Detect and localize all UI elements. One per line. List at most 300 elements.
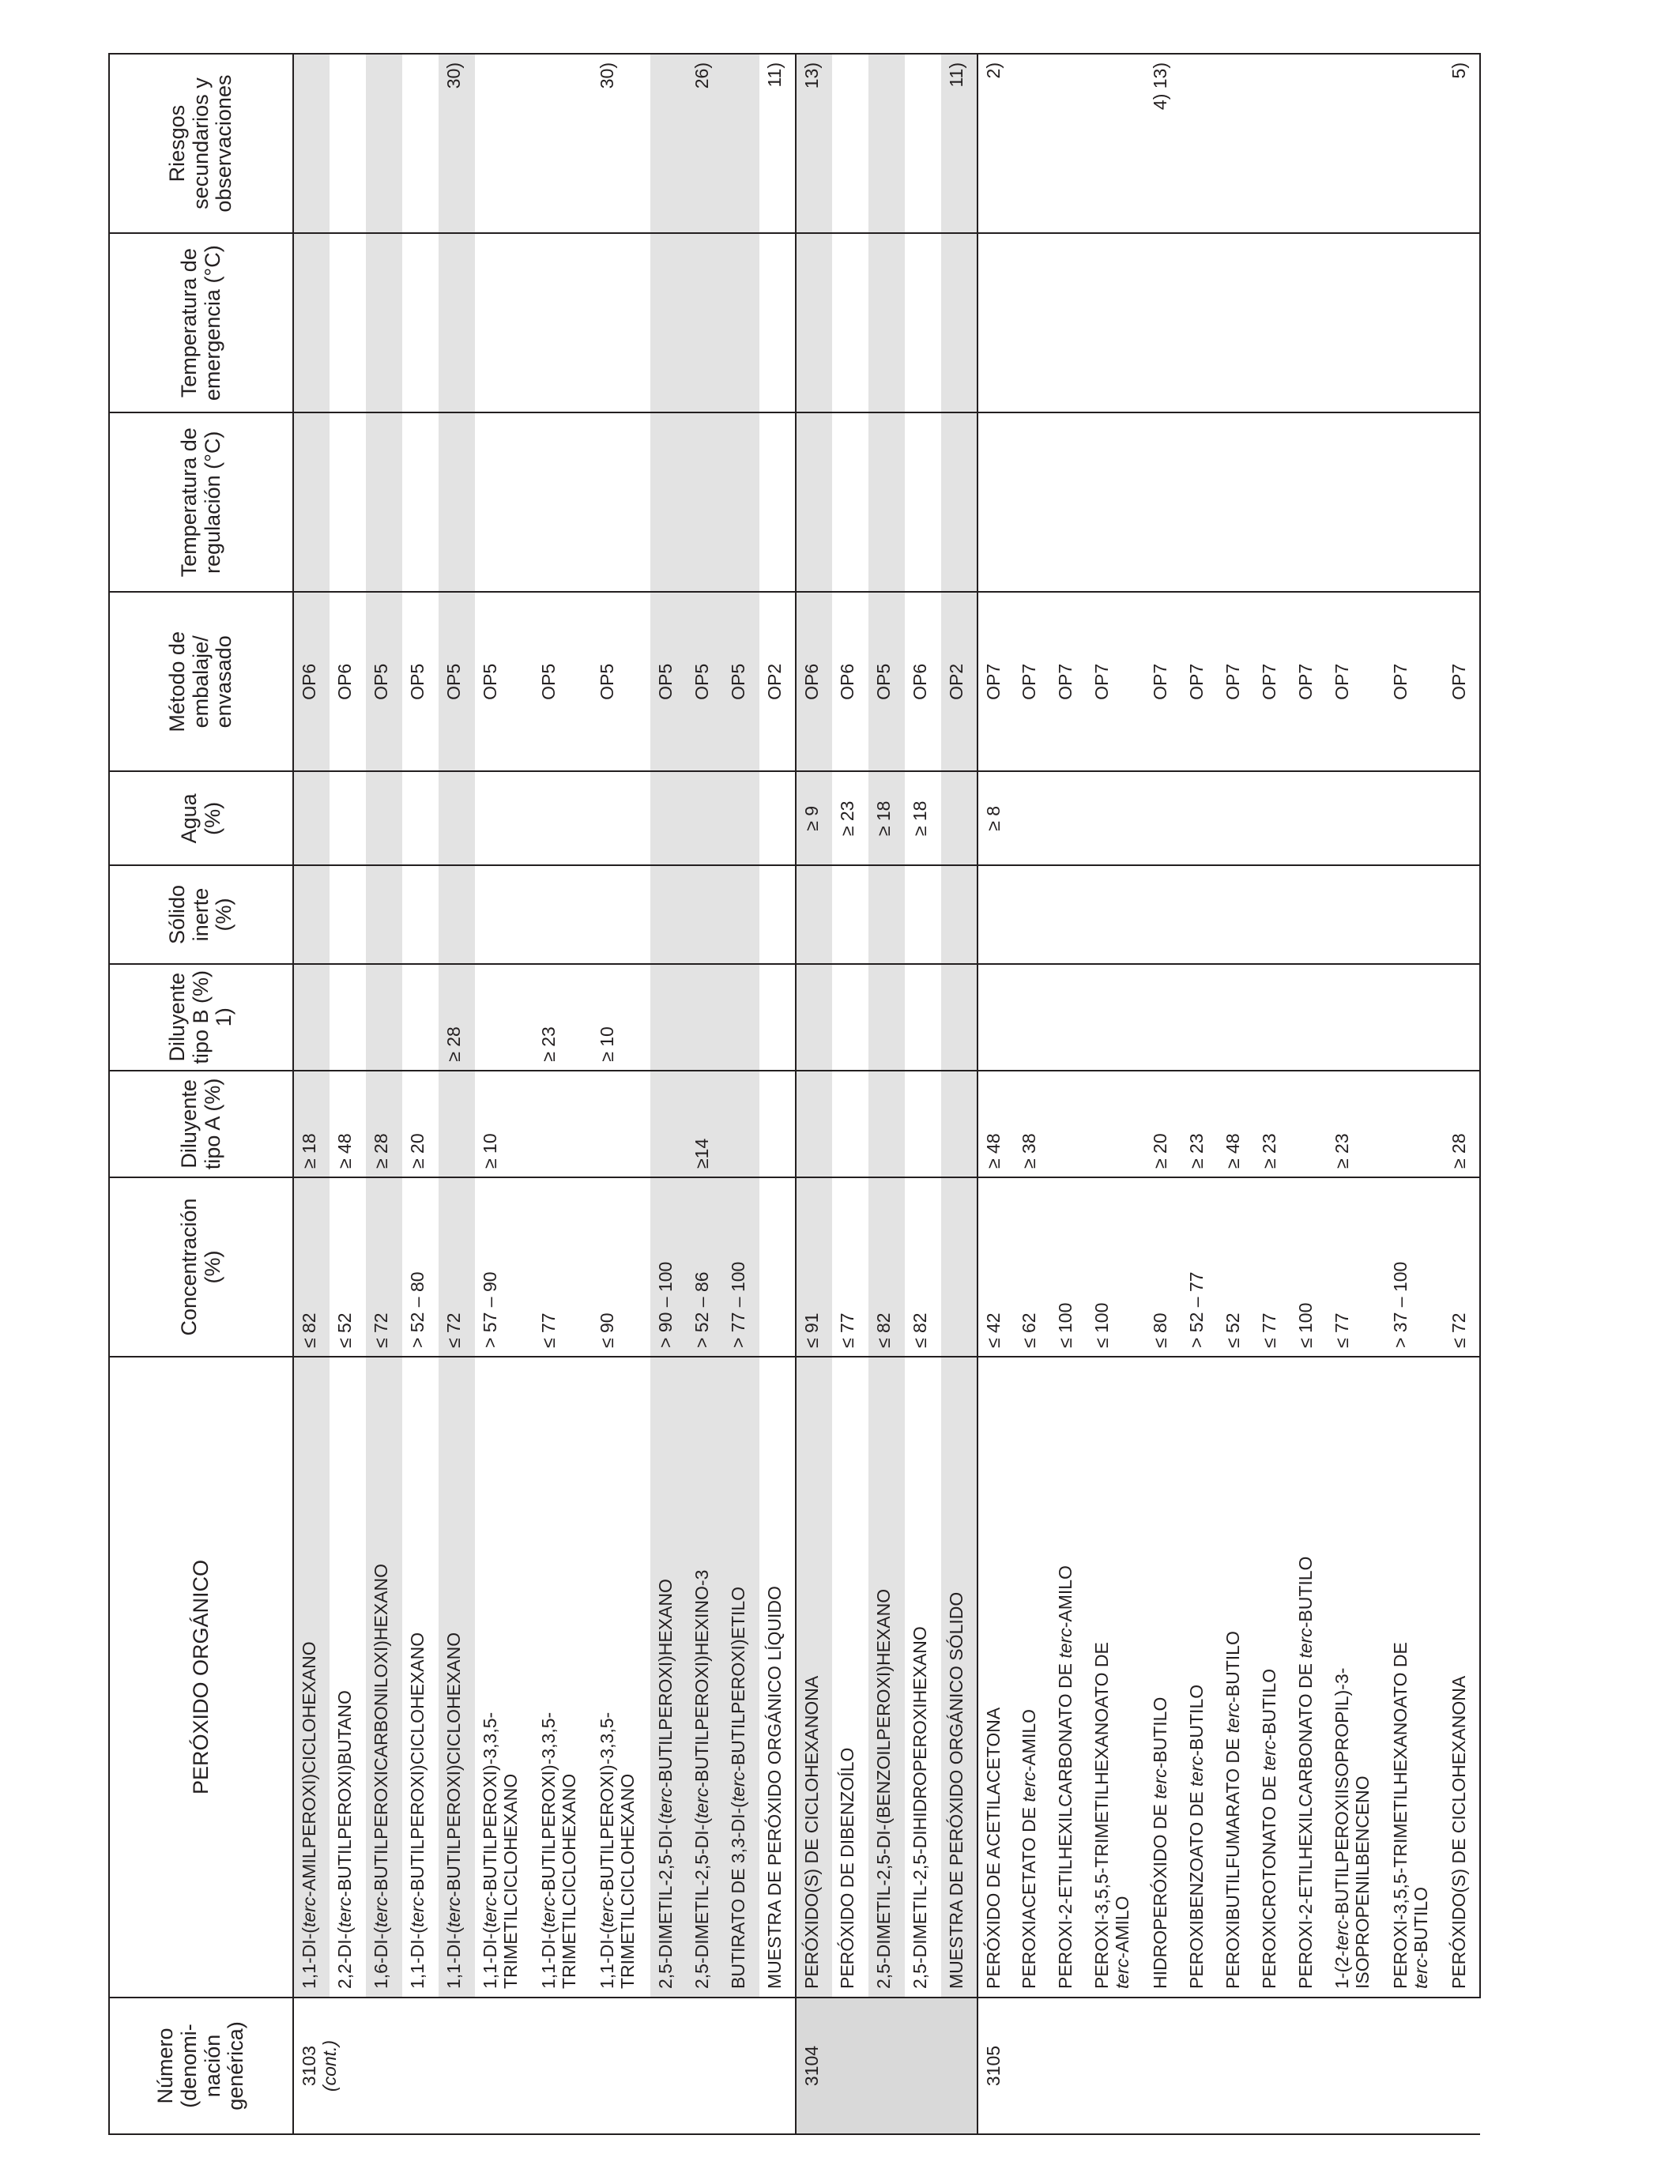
emergency-temp-cell — [533, 233, 592, 412]
diluent-b-cell: ≥ 28 — [439, 964, 475, 1071]
peroxide-name-italic: terc — [334, 1896, 355, 1928]
peroxide-name-part: -BUTILPEROXICARBONILOXI)HEXANO — [371, 1563, 391, 1897]
diluent-a-cell: ≥ 23 — [1254, 1071, 1290, 1177]
peroxide-name — [1218, 1357, 1254, 1998]
diluent-b-cell — [475, 964, 533, 1071]
inert-solid-cell — [687, 865, 723, 963]
peroxide-name-part: -BUTILPEROXI)-3,3,5- — [538, 1711, 559, 1897]
observations-cell — [1327, 54, 1385, 233]
diluent-b-cell — [687, 964, 723, 1071]
group-number: 3104 — [801, 2045, 822, 2087]
header-diluyente-a: Diluyente tipo A (%) — [109, 1071, 293, 1177]
table-row — [1254, 54, 1290, 2134]
packing-method-cell: OP7 — [1444, 592, 1480, 771]
observations-cell — [1385, 54, 1444, 233]
observations-cell: 30) — [592, 54, 650, 233]
control-temp-cell — [592, 412, 650, 592]
control-temp-cell — [1444, 412, 1480, 592]
peroxide-name-italic: terc — [371, 1896, 391, 1928]
water-cell — [1145, 771, 1181, 865]
concentration-cell: ≤ 77 — [1327, 1177, 1385, 1357]
packing-method-cell: OP7 — [1181, 592, 1218, 771]
concentration-cell: > 77 – 100 — [723, 1177, 759, 1357]
packing-method-cell: OP7 — [1290, 592, 1327, 771]
emergency-temp-cell — [1290, 233, 1327, 412]
concentration-cell: ≤ 77 — [1254, 1177, 1290, 1357]
water-cell — [759, 771, 796, 865]
water-cell — [1444, 771, 1480, 865]
diluent-a-cell: ≥ 10 — [475, 1071, 533, 1177]
diluent-b-cell — [759, 964, 796, 1071]
peroxide-name-part: PEROXI-3,5,5-TRIMETILHEXANOATO DE — [1390, 1642, 1411, 1989]
inert-solid-cell — [1444, 865, 1480, 963]
diluent-b-cell — [1050, 964, 1087, 1071]
peroxide-name-part: PERÓXIDO DE DIBENZOÍLO — [837, 1747, 857, 1989]
diluent-a-cell: ≥14 — [687, 1071, 723, 1177]
table-row — [402, 54, 439, 2134]
emergency-temp-cell — [1444, 233, 1480, 412]
concentration-cell: ≤ 82 — [905, 1177, 941, 1357]
peroxide-name-italic: terc — [1295, 1628, 1316, 1659]
diluent-b-cell — [832, 964, 868, 1071]
diluent-b-cell — [1444, 964, 1480, 1071]
diluent-a-cell — [650, 1071, 687, 1177]
peroxide-name — [592, 1357, 650, 1998]
inert-solid-cell — [977, 865, 1014, 963]
concentration-cell — [941, 1177, 977, 1357]
peroxide-name — [759, 1357, 796, 1998]
peroxide-name-part: TRIMETILCICLOHEXANO — [499, 1773, 521, 1989]
peroxide-name-part: 1,1-DI-( — [597, 1927, 617, 1989]
concentration-cell: > 52 – 86 — [687, 1177, 723, 1357]
peroxide-name — [1327, 1357, 1385, 1998]
control-temp-cell — [1014, 412, 1050, 592]
table-row — [977, 54, 1014, 2134]
observations-cell — [905, 54, 941, 233]
peroxide-name-part: TRIMETILCICLOHEXANO — [616, 1773, 638, 1989]
group-number: 3103 — [299, 2045, 319, 2087]
peroxide-name-part: HIDROPERÓXIDO DE — [1150, 1798, 1170, 1989]
peroxide-table — [108, 53, 1481, 2135]
peroxide-name — [1181, 1357, 1218, 1998]
diluent-b-cell: ≥ 10 — [592, 964, 650, 1071]
peroxide-name-italic: terc — [1259, 1740, 1279, 1771]
peroxide-name-part: -BUTILO — [1295, 1556, 1316, 1629]
table-row — [330, 54, 366, 2134]
diluent-b-cell — [402, 964, 439, 1071]
peroxide-name-part: MUESTRA DE PERÓXIDO ORGÁNICO LÍQUIDO — [764, 1586, 785, 1989]
peroxide-name-italic: terc — [1186, 1756, 1207, 1787]
table-row — [1087, 54, 1145, 2134]
diluent-b-cell — [1290, 964, 1327, 1071]
observations-cell: 26) — [687, 54, 723, 233]
peroxide-name — [723, 1357, 759, 1998]
emergency-temp-cell — [868, 233, 905, 412]
emergency-temp-cell — [723, 233, 759, 412]
emergency-temp-cell — [905, 233, 941, 412]
control-temp-cell — [366, 412, 402, 592]
header-temp-regulacion: Temperatura de regulación (°C) — [109, 412, 293, 592]
peroxide-name — [687, 1357, 723, 1998]
inert-solid-cell — [1218, 865, 1254, 963]
water-cell — [1290, 771, 1327, 865]
observations-cell — [832, 54, 868, 233]
peroxide-name-part: -BUTILPEROXI)HEXINO-3 — [691, 1569, 712, 1788]
inert-solid-cell — [439, 865, 475, 963]
observations-cell — [402, 54, 439, 233]
inert-solid-cell — [1050, 865, 1087, 963]
emergency-temp-cell — [366, 233, 402, 412]
table-row — [1444, 54, 1480, 2134]
diluent-b-cell — [905, 964, 941, 1071]
inert-solid-cell — [759, 865, 796, 963]
inert-solid-cell — [293, 865, 330, 963]
concentration-cell: ≤ 80 — [1145, 1177, 1181, 1357]
packing-method-cell: OP5 — [687, 592, 723, 771]
peroxide-name-part: -BUTILPEROXI)BUTANO — [334, 1690, 355, 1897]
packing-method-cell: OP5 — [650, 592, 687, 771]
peroxide-name-part: -BUTILO — [1259, 1668, 1279, 1741]
diluent-a-cell — [1050, 1071, 1087, 1177]
concentration-cell: ≤ 77 — [832, 1177, 868, 1357]
inert-solid-cell — [723, 865, 759, 963]
packing-method-cell: OP5 — [533, 592, 592, 771]
diluent-a-cell — [439, 1071, 475, 1177]
water-cell — [1087, 771, 1145, 865]
header-agua: Agua (%) — [109, 771, 293, 865]
packing-method-cell: OP6 — [905, 592, 941, 771]
peroxide-name-part: PERÓXIDO DE ACETILACETONA — [983, 1707, 1004, 1989]
water-cell — [439, 771, 475, 865]
table-row — [592, 54, 650, 2134]
inert-solid-cell — [650, 865, 687, 963]
observations-cell — [293, 54, 330, 233]
diluent-b-cell — [868, 964, 905, 1071]
concentration-cell: ≤ 72 — [1444, 1177, 1480, 1357]
diluent-a-cell: ≥ 28 — [366, 1071, 402, 1177]
diluent-b-cell — [650, 964, 687, 1071]
water-cell — [533, 771, 592, 865]
control-temp-cell — [475, 412, 533, 592]
peroxide-name — [868, 1357, 905, 1998]
emergency-temp-cell — [330, 233, 366, 412]
peroxide-name-part: PEROXI-2-ETILHEXILCARBONATO DE — [1055, 1658, 1075, 1989]
packing-method-cell: OP5 — [723, 592, 759, 771]
emergency-temp-cell — [759, 233, 796, 412]
emergency-temp-cell — [1145, 233, 1181, 412]
concentration-cell: ≤ 100 — [1050, 1177, 1087, 1357]
observations-cell — [1181, 54, 1218, 233]
header-riesgos: Riesgos secundarios y observaciones — [109, 54, 293, 233]
peroxide-name-italic: terc — [597, 1896, 617, 1928]
table-row — [796, 54, 832, 2134]
emergency-temp-cell — [1385, 233, 1444, 412]
water-cell: ≥ 18 — [868, 771, 905, 865]
peroxide-name-part: -BUTILPEROXI)CICLOHEXANO — [443, 1632, 464, 1897]
observations-cell: 13) — [796, 54, 832, 233]
header-concentracion: Concentración (%) — [109, 1177, 293, 1357]
peroxide-name-italic: terc — [443, 1896, 464, 1928]
peroxide-name-part: 1,6-DI-( — [371, 1927, 391, 1989]
table-row — [439, 54, 475, 2134]
emergency-temp-cell — [402, 233, 439, 412]
peroxide-name-part: PEROXIACETATO DE — [1019, 1802, 1039, 1989]
control-temp-cell — [1050, 412, 1087, 592]
packing-method-cell: OP7 — [1145, 592, 1181, 771]
packing-method-cell: OP7 — [977, 592, 1014, 771]
control-temp-cell — [1181, 412, 1218, 592]
table-row — [723, 54, 759, 2134]
diluent-a-cell — [832, 1071, 868, 1177]
emergency-temp-cell — [650, 233, 687, 412]
inert-solid-cell — [1145, 865, 1181, 963]
table-body — [293, 54, 1480, 2134]
table-row — [868, 54, 905, 2134]
concentration-cell: ≤ 82 — [293, 1177, 330, 1357]
diluent-a-cell — [941, 1071, 977, 1177]
observations-cell — [1290, 54, 1327, 233]
peroxide-name-part: 1,1-DI-( — [480, 1927, 500, 1989]
diluent-a-cell: ≥ 48 — [1218, 1071, 1254, 1177]
diluent-b-cell — [330, 964, 366, 1071]
packing-method-cell: OP6 — [832, 592, 868, 771]
diluent-a-cell — [1290, 1071, 1327, 1177]
peroxide-name — [1050, 1357, 1087, 1998]
emergency-temp-cell — [832, 233, 868, 412]
packing-method-cell: OP7 — [1087, 592, 1145, 771]
table-row — [759, 54, 796, 2134]
packing-method-cell: OP5 — [592, 592, 650, 771]
observations-cell — [868, 54, 905, 233]
concentration-cell: ≤ 77 — [533, 1177, 592, 1357]
diluent-a-cell — [723, 1071, 759, 1177]
control-temp-cell — [533, 412, 592, 592]
table-row — [941, 54, 977, 2134]
observations-cell — [533, 54, 592, 233]
concentration-cell: ≤ 91 — [796, 1177, 832, 1357]
observations-cell — [475, 54, 533, 233]
peroxide-name — [475, 1357, 533, 1998]
group-number-cell — [293, 1998, 796, 2134]
inert-solid-cell — [1181, 865, 1218, 963]
concentration-cell: ≤ 100 — [1290, 1177, 1327, 1357]
peroxide-name-part: 1,1-DI-( — [299, 1927, 319, 1989]
peroxide-name-part: TRIMETILCICLOHEXANO — [558, 1773, 579, 1989]
diluent-a-cell: ≥ 23 — [1181, 1071, 1218, 1177]
inert-solid-cell — [1014, 865, 1050, 963]
packing-method-cell: OP7 — [1050, 592, 1087, 771]
peroxide-name-part: 2,5-DIMETIL-2,5-DI-( — [655, 1818, 676, 1989]
concentration-cell: ≤ 52 — [330, 1177, 366, 1357]
peroxide-name-part: -BUTILPEROXI)-3,3,5- — [480, 1711, 500, 1897]
peroxide-name-part: 1,1-DI-( — [407, 1927, 428, 1989]
emergency-temp-cell — [1218, 233, 1254, 412]
control-temp-cell — [650, 412, 687, 592]
peroxide-name — [439, 1357, 475, 1998]
control-temp-cell — [1290, 412, 1327, 592]
diluent-b-cell — [1181, 964, 1218, 1071]
control-temp-cell — [1254, 412, 1290, 592]
peroxide-name — [533, 1357, 592, 1998]
peroxide-name — [330, 1357, 366, 1998]
observations-cell — [723, 54, 759, 233]
packing-method-cell: OP5 — [366, 592, 402, 771]
control-temp-cell — [402, 412, 439, 592]
table-row — [1145, 54, 1181, 2134]
table-header-row — [109, 54, 293, 2134]
peroxide-name-part: PEROXI-3,5,5-TRIMETILHEXANOATO DE — [1091, 1642, 1112, 1989]
emergency-temp-cell — [977, 233, 1014, 412]
packing-method-cell: OP6 — [796, 592, 832, 771]
diluent-b-cell — [1145, 964, 1181, 1071]
peroxide-name-italic: terc — [1222, 1702, 1243, 1734]
control-temp-cell — [905, 412, 941, 592]
header-temp-emergencia: Temperatura de emergencia (°C) — [109, 233, 293, 412]
control-temp-cell — [330, 412, 366, 592]
header-diluyente-b: Diluyente tipo B (%) 1) — [109, 964, 293, 1071]
peroxide-name-part: PEROXI-2-ETILHEXILCARBONATO DE — [1295, 1658, 1316, 1989]
diluent-a-cell: ≥ 48 — [330, 1071, 366, 1177]
observations-cell: 11) — [759, 54, 796, 233]
header-metodo: Método de embalaje/ envasado — [109, 592, 293, 771]
water-cell — [1254, 771, 1290, 865]
inert-solid-cell — [533, 865, 592, 963]
peroxide-name-part: -BUTILPEROXI)ETILO — [728, 1586, 748, 1772]
peroxide-name-part: -BUTILO — [1186, 1684, 1207, 1757]
group-continued-note: (cont.) — [318, 2039, 340, 2092]
emergency-temp-cell — [796, 233, 832, 412]
peroxide-name-italic: terc — [1410, 1958, 1431, 1989]
peroxide-name-italic: terc — [655, 1787, 676, 1819]
peroxide-name — [796, 1357, 832, 1998]
table-row — [687, 54, 723, 2134]
peroxide-name — [977, 1357, 1014, 1998]
concentration-cell: ≤ 72 — [439, 1177, 475, 1357]
inert-solid-cell — [1327, 865, 1385, 963]
water-cell — [402, 771, 439, 865]
water-cell — [1218, 771, 1254, 865]
diluent-a-cell: ≥ 18 — [293, 1071, 330, 1177]
concentration-cell: > 37 – 100 — [1385, 1177, 1444, 1357]
inert-solid-cell — [366, 865, 402, 963]
inert-solid-cell — [475, 865, 533, 963]
water-cell — [1327, 771, 1385, 865]
table-row — [905, 54, 941, 2134]
diluent-a-cell: ≥ 20 — [402, 1071, 439, 1177]
packing-method-cell: OP6 — [330, 592, 366, 771]
peroxide-name-part: PEROXIBENZOATO DE — [1186, 1786, 1207, 1989]
observations-cell — [1087, 54, 1145, 233]
peroxide-name-part: -BUTILO — [1150, 1696, 1170, 1769]
observations-cell — [1254, 54, 1290, 233]
inert-solid-cell — [868, 865, 905, 963]
concentration-cell: ≤ 90 — [592, 1177, 650, 1357]
water-cell — [1050, 771, 1087, 865]
peroxide-name-part: PERÓXIDO(S) DE CICLOHEXANONA — [801, 1675, 822, 1989]
diluent-a-cell — [1385, 1071, 1444, 1177]
diluent-b-cell — [796, 964, 832, 1071]
peroxide-name-italic: terc — [1111, 1958, 1132, 1989]
concentration-cell: > 90 – 100 — [650, 1177, 687, 1357]
water-cell — [687, 771, 723, 865]
observations-cell: 30) — [439, 54, 475, 233]
diluent-b-cell — [1254, 964, 1290, 1071]
concentration-cell: ≤ 72 — [366, 1177, 402, 1357]
peroxide-name-italic: terc — [1150, 1768, 1170, 1799]
observations-cell: 5) — [1444, 54, 1480, 233]
table-row — [1327, 54, 1385, 2134]
packing-method-cell: OP2 — [941, 592, 977, 771]
peroxide-name-part: 2,5-DIMETIL-2,5-DIHIDROPEROXIHEXANO — [910, 1626, 930, 1989]
diluent-b-cell — [941, 964, 977, 1071]
inert-solid-cell — [832, 865, 868, 963]
table-row — [293, 54, 330, 2134]
diluent-b-cell — [723, 964, 759, 1071]
peroxide-name — [1087, 1357, 1145, 1998]
observations-cell: 4) 13) — [1145, 54, 1181, 233]
concentration-cell: ≤ 62 — [1014, 1177, 1050, 1357]
observations-cell — [1014, 54, 1050, 233]
peroxide-name — [1145, 1357, 1181, 1998]
diluent-a-cell — [533, 1071, 592, 1177]
table-row — [1218, 54, 1254, 2134]
inert-solid-cell — [796, 865, 832, 963]
observations-cell — [650, 54, 687, 233]
water-cell — [475, 771, 533, 865]
packing-method-cell: OP5 — [868, 592, 905, 771]
peroxide-name-part: -AMILO — [1055, 1565, 1075, 1629]
table-row — [475, 54, 533, 2134]
emergency-temp-cell — [1050, 233, 1087, 412]
water-cell: ≥ 23 — [832, 771, 868, 865]
peroxide-name-part: 2,5-DIMETIL-2,5-DI-( — [691, 1818, 712, 1989]
group-number-cell — [977, 1998, 1480, 2134]
peroxide-name-part: 1,1-DI-( — [538, 1927, 559, 1989]
peroxide-name — [905, 1357, 941, 1998]
emergency-temp-cell — [941, 233, 977, 412]
water-cell — [366, 771, 402, 865]
control-temp-cell — [796, 412, 832, 592]
peroxide-name-part: -AMILPEROXI)CICLOHEXANO — [299, 1641, 319, 1897]
diluent-b-cell — [1014, 964, 1050, 1071]
diluent-b-cell — [1385, 964, 1444, 1071]
peroxide-name-italic: terc — [538, 1896, 559, 1928]
group-number-cell — [796, 1998, 977, 2134]
peroxide-name-part: MUESTRA DE PERÓXIDO ORGÁNICO SÓLIDO — [946, 1591, 966, 1989]
control-temp-cell — [439, 412, 475, 592]
inert-solid-cell — [1087, 865, 1145, 963]
inert-solid-cell — [1254, 865, 1290, 963]
diluent-a-cell: ≥ 38 — [1014, 1071, 1050, 1177]
packing-method-cell: OP5 — [475, 592, 533, 771]
peroxide-name-part: -AMILO — [1019, 1708, 1039, 1772]
peroxide-name-italic: terc — [1055, 1628, 1075, 1659]
emergency-temp-cell — [475, 233, 533, 412]
water-cell — [941, 771, 977, 865]
packing-method-cell: OP6 — [293, 592, 330, 771]
group-number: 3105 — [983, 2045, 1004, 2087]
observations-cell: 11) — [941, 54, 977, 233]
peroxide-name — [402, 1357, 439, 1998]
diluent-a-cell: ≥ 23 — [1327, 1071, 1385, 1177]
peroxide-name-part: -BUTILO — [1222, 1631, 1243, 1703]
packing-method-cell: OP7 — [1014, 592, 1050, 771]
peroxide-name-part: 2,2-DI-( — [334, 1927, 355, 1989]
observations-cell — [330, 54, 366, 233]
diluent-b-cell — [1218, 964, 1254, 1071]
peroxide-name-part: 1-(2- — [1332, 1950, 1352, 1989]
inert-solid-cell — [941, 865, 977, 963]
